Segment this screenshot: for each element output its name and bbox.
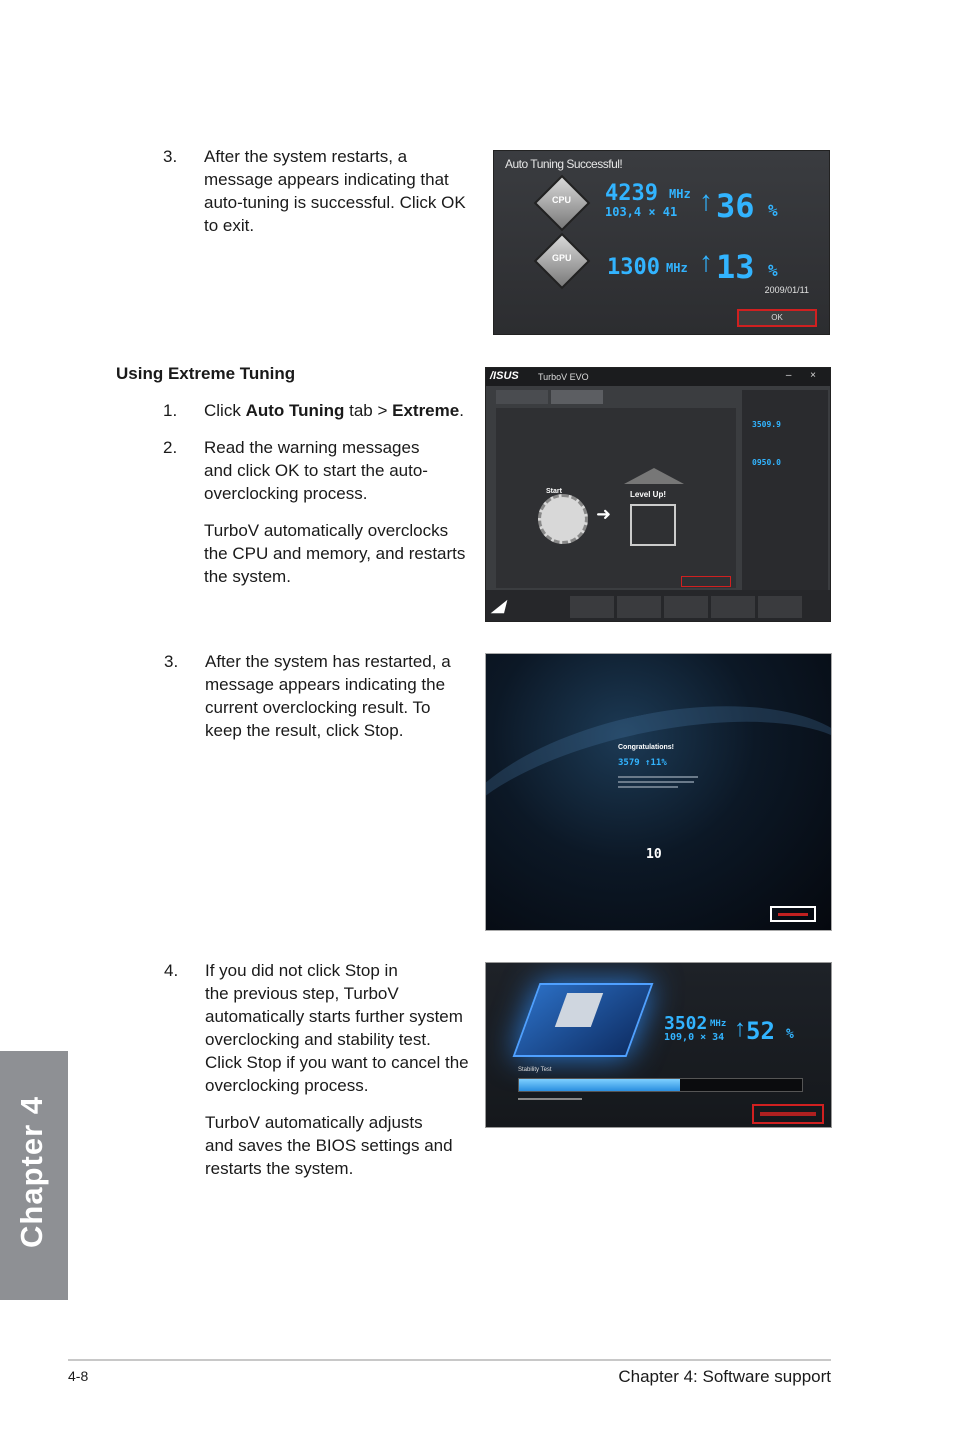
percent-sign: % bbox=[768, 201, 778, 220]
step-text bbox=[204, 399, 464, 422]
section-title: Using Extreme Tuning bbox=[116, 364, 296, 383]
toolbar-button[interactable] bbox=[711, 596, 755, 618]
up-arrow-icon: ↑ bbox=[699, 185, 713, 216]
step-line: After the system restarts, a bbox=[204, 147, 408, 166]
step-text-part: Click bbox=[204, 401, 246, 420]
note-line: the CPU and memory, and restarts bbox=[204, 544, 466, 563]
cpu-increase-percent: 36 bbox=[716, 187, 755, 225]
up-arrow-icon: ↑ bbox=[699, 246, 713, 277]
step-text-part: . bbox=[459, 401, 464, 420]
step-number: 2. bbox=[163, 438, 178, 457]
cpu-label: CPU bbox=[552, 195, 572, 205]
status-text bbox=[518, 1098, 582, 1100]
auto-tuning-success-screenshot bbox=[493, 150, 830, 335]
stop-button[interactable] bbox=[752, 1104, 824, 1124]
background-swoosh bbox=[485, 672, 832, 931]
note-text bbox=[204, 519, 465, 588]
step-text-bold: Extreme bbox=[392, 401, 460, 420]
gpu-label: GPU bbox=[552, 253, 572, 263]
step-number: 1. bbox=[163, 401, 178, 420]
auto-tuning-panel bbox=[496, 408, 736, 588]
step-line: message appears indicating that bbox=[204, 170, 449, 189]
dialog-title: Auto Tuning Successful! bbox=[505, 157, 623, 171]
level-up-label: Level Up! bbox=[630, 490, 667, 499]
cpu-frequency: 3509.9 bbox=[752, 420, 781, 429]
footer-chapter-title: Chapter 4: Software support bbox=[618, 1367, 831, 1386]
cpu-frequency-unit: MHz bbox=[710, 1019, 727, 1029]
date-label: 2009/01/11 bbox=[764, 285, 809, 295]
progress-fill bbox=[519, 1079, 680, 1091]
title-bar bbox=[486, 368, 830, 386]
up-arrow-icon: ↑ bbox=[734, 1015, 746, 1042]
cpu-frequency-unit: MHz bbox=[669, 187, 691, 201]
cpu-gpu-gear-icon bbox=[538, 494, 588, 544]
note-line: restarts the system. bbox=[205, 1159, 354, 1178]
step-line: overclocking process. bbox=[205, 1076, 369, 1095]
bottom-toolbar bbox=[486, 590, 830, 622]
cpu-ratio: 103,4 × 41 bbox=[605, 205, 678, 219]
note-line: the system. bbox=[204, 567, 291, 586]
step-line: keep the result, click Stop. bbox=[205, 721, 404, 740]
step-line: After the system has restarted, a bbox=[205, 652, 451, 671]
step-line: auto-tuning is successful. Click OK bbox=[204, 193, 466, 212]
tab-bar bbox=[496, 390, 606, 409]
cpu-frequency: 4239 bbox=[605, 181, 658, 206]
footer-divider bbox=[68, 1359, 831, 1361]
percent-sign: % bbox=[786, 1027, 794, 1042]
step-line: Read the warning messages bbox=[204, 438, 420, 457]
gpu-increase-percent: 13 bbox=[716, 248, 755, 286]
ok-button[interactable]: OK bbox=[737, 309, 817, 327]
congratulations-screenshot bbox=[485, 653, 832, 931]
note-line: TurboV automatically overclocks bbox=[204, 521, 449, 540]
step-line: the previous step, TurboV bbox=[205, 984, 399, 1003]
percent-sign: % bbox=[768, 261, 778, 280]
start-label: Start bbox=[546, 488, 562, 495]
toolbar-button[interactable] bbox=[570, 596, 614, 618]
step-text bbox=[205, 650, 451, 742]
step-number: 3. bbox=[164, 652, 179, 671]
tab-auto-tuning[interactable] bbox=[551, 390, 603, 404]
gpu-frequency: 1300 bbox=[607, 255, 660, 280]
step-line: to exit. bbox=[204, 216, 255, 235]
page-number: 4-8 bbox=[68, 1368, 89, 1384]
step-text-part: tab > bbox=[344, 401, 393, 420]
toolbar-button[interactable] bbox=[758, 596, 802, 618]
step-line: message appears indicating the bbox=[205, 675, 446, 694]
step-line: and click OK to start the auto- bbox=[204, 461, 428, 480]
app-title: TurboV EVO bbox=[538, 372, 589, 382]
level-up-arrow-icon bbox=[624, 468, 684, 484]
step-number: 3. bbox=[163, 147, 178, 166]
note-line: and saves the BIOS settings and bbox=[205, 1136, 453, 1155]
progress-bar bbox=[518, 1078, 803, 1092]
step-line: automatically starts further system bbox=[205, 1007, 463, 1026]
step-line: overclocking and stability test. bbox=[205, 1030, 431, 1049]
rog-logo: ◢ bbox=[492, 598, 505, 615]
message-text bbox=[618, 776, 698, 791]
monitor-panel bbox=[742, 390, 828, 590]
gpu-frequency: 0950.0 bbox=[752, 458, 781, 467]
tab-manual[interactable] bbox=[496, 390, 548, 404]
note-text bbox=[205, 1111, 453, 1180]
cpu-frequency: 3502 bbox=[664, 1013, 708, 1034]
step-text bbox=[205, 959, 469, 1097]
window-controls[interactable]: – × bbox=[785, 370, 824, 381]
arrow-right-icon: ➜ bbox=[596, 504, 612, 524]
extreme-button[interactable] bbox=[681, 576, 731, 587]
step-line: overclocking process. bbox=[204, 484, 368, 503]
cpu-ratio: 109,0 × 34 bbox=[664, 1032, 725, 1043]
step-text bbox=[204, 436, 428, 505]
stability-test-screenshot bbox=[485, 962, 832, 1128]
countdown-value: 10 bbox=[646, 847, 662, 862]
congratulations-title: Congratulations! bbox=[618, 744, 674, 751]
gpu-frequency-unit: MHz bbox=[666, 261, 688, 275]
stability-test-label: Stability Test bbox=[518, 1067, 552, 1073]
step-line: current overclocking result. To bbox=[205, 698, 431, 717]
toolbar-button[interactable] bbox=[617, 596, 661, 618]
note-line: TurboV automatically adjusts bbox=[205, 1113, 423, 1132]
chapter-tab-label: Chapter 4 bbox=[14, 1096, 49, 1248]
asus-logo: /ISUS bbox=[490, 370, 519, 382]
step-line: If you did not click Stop in bbox=[205, 961, 398, 980]
increase-percent: 52 bbox=[746, 1017, 775, 1045]
system-icon bbox=[630, 504, 676, 546]
step-text-bold: Auto Tuning bbox=[245, 401, 345, 420]
step-text bbox=[204, 145, 466, 237]
result-value: 3579 ↑11% bbox=[618, 758, 667, 768]
step-line: Click Stop if you want to cancel the bbox=[205, 1053, 469, 1072]
toolbar-button[interactable] bbox=[664, 596, 708, 618]
stop-button[interactable] bbox=[770, 906, 816, 922]
step-number: 4. bbox=[164, 961, 179, 980]
turbov-evo-screenshot bbox=[485, 367, 831, 622]
